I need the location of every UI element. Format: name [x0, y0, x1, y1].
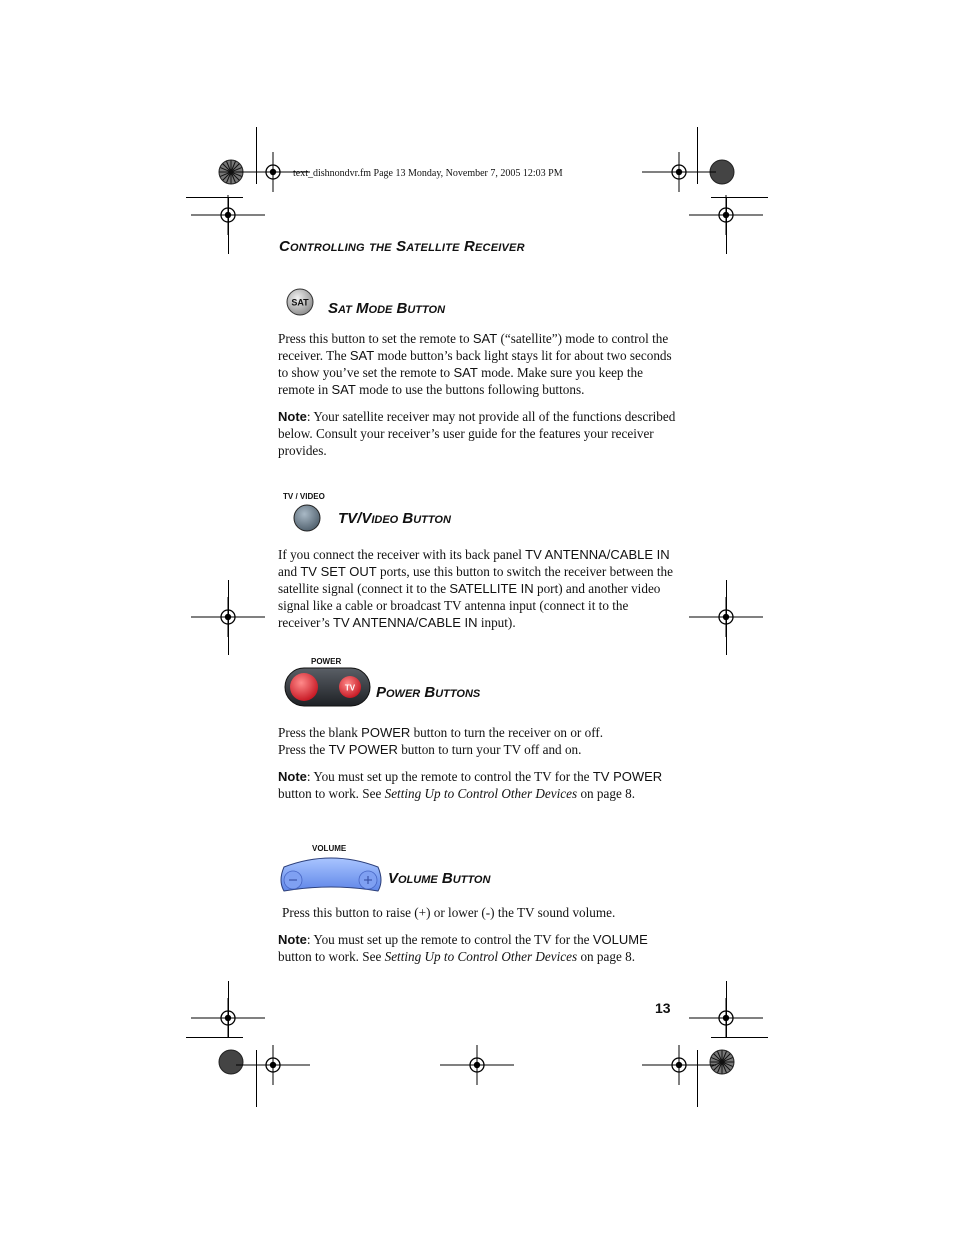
text-run: : You must set up the remote to control the TV for the	[306, 769, 593, 784]
text-run: mode. Make sure you keep the remote in	[278, 365, 643, 397]
sat-paragraph	[278, 330, 678, 398]
sat-body	[278, 330, 678, 398]
power-heading: Power Buttons	[376, 684, 481, 701]
text-run: button to work. See	[278, 786, 385, 801]
text-run: mode button’s back light stays lit for about two seconds to show you’ve set the remote to	[278, 348, 672, 380]
power-paragraph	[278, 724, 678, 758]
power-line1	[278, 724, 678, 741]
keyword: TV POWER	[328, 742, 398, 757]
volume-heading: Volume Button	[388, 870, 491, 887]
sat-heading: Sat Mode Button	[328, 300, 446, 317]
keyword: SAT	[472, 331, 498, 346]
tvvideo-icon-label: TV / VIDEO	[283, 492, 325, 501]
text-run: input).	[477, 615, 516, 630]
sat-button-icon	[286, 288, 314, 316]
keyword: SAT	[349, 348, 375, 363]
text-run: Press this button to set the remote to	[278, 331, 473, 346]
text-run: on page 8.	[577, 949, 636, 964]
text-run: button to work. See	[278, 949, 385, 964]
keyword: TV POWER	[592, 769, 663, 784]
volume-paragraph	[282, 904, 682, 921]
power-line2	[278, 741, 678, 758]
keyword: VOLUME	[592, 932, 648, 947]
tvvideo-heading: TV/Video Button	[338, 510, 451, 527]
svg-text:SAT: SAT	[291, 297, 309, 308]
volume-body	[282, 904, 682, 921]
volume-note-text	[278, 932, 648, 964]
note-label: Note	[278, 769, 307, 784]
text-run: and	[278, 564, 301, 579]
text-run: : You must set up the remote to control the TV for the	[306, 932, 593, 947]
text-run: button to turn your TV off and on.	[397, 742, 582, 757]
text-run: port) and another video signal like a cable or broadcast TV antenna input (connect it to the receiver’s	[278, 581, 661, 630]
keyword: TV ANTENNA/CABLE IN	[525, 547, 670, 562]
svg-text:TV: TV	[344, 683, 356, 693]
section-title: Controlling the Satellite Receiver	[279, 238, 525, 255]
power-note-text	[278, 769, 662, 801]
text-run: If you connect the receiver with its back panel	[278, 547, 526, 562]
cross-reference: Setting Up to Control Other Devices	[384, 786, 578, 801]
power-note	[278, 768, 678, 802]
keyword: SAT	[331, 382, 356, 397]
text-run: (“satellite”) mode to control the receiver. The	[278, 331, 669, 363]
keyword: SATELLITE IN	[449, 581, 534, 596]
note-label: Note	[278, 932, 307, 947]
volume-note	[278, 931, 678, 965]
tvvideo-body	[278, 546, 678, 631]
text-run: ports, use this button to switch the receiver between the satellite signal (connect it to the	[278, 564, 673, 596]
cross-reference: Setting Up to Control Other Devices	[384, 949, 578, 964]
volume-button-icon	[278, 853, 384, 897]
sat-note	[278, 408, 678, 459]
keyword: SAT	[453, 365, 478, 380]
power-icon-label: POWER	[311, 657, 342, 666]
keyword: POWER	[361, 725, 411, 740]
tvvideo-button-icon	[292, 504, 322, 534]
keyword: TV SET OUT	[300, 564, 377, 579]
text-run: : Your satellite receiver may not provide all of the functions described below. Consult your receiver’s user guide for the features your receiver provides.	[278, 409, 676, 458]
page-number: 13	[655, 1000, 671, 1016]
text-run: on page 8.	[577, 786, 636, 801]
file-header: text_dishnondvr.fm Page 13 Monday, November 7, 2005 12:03 PM	[293, 168, 563, 179]
sat-note-text	[278, 409, 675, 458]
text-run: mode to use the buttons following buttons.	[355, 382, 585, 397]
keyword: TV ANTENNA/CABLE IN	[333, 615, 478, 630]
tvvideo-paragraph	[278, 546, 678, 631]
text-run: Press this button to raise (+) or lower (-) the TV sound volume.	[282, 905, 616, 920]
text-run: Press the blank	[278, 725, 362, 740]
note-label: Note	[278, 409, 307, 424]
text-run: Press the	[278, 742, 329, 757]
power-buttons-icon	[284, 667, 372, 709]
text-run: button to turn the receiver on or off.	[410, 725, 604, 740]
volume-icon-label: VOLUME	[312, 844, 347, 853]
